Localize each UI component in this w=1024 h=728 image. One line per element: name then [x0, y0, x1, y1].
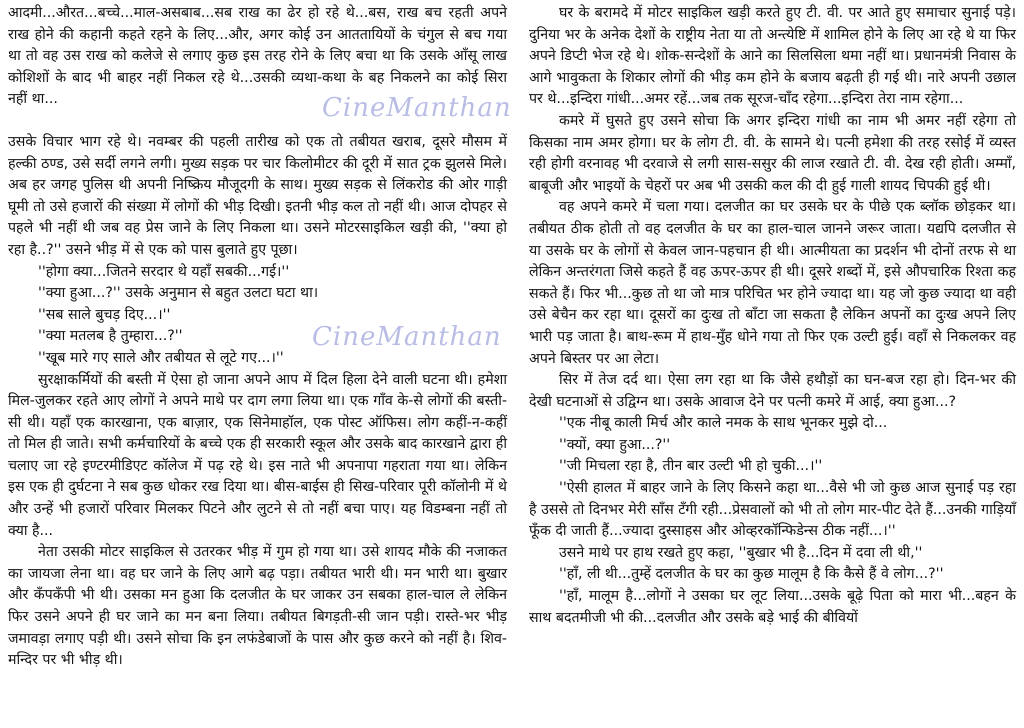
- dialogue-line: उसने माथे पर हाथ रखते हुए कहा, ''बुखार भी है...दिन में दवा ली थी,'': [559, 544, 923, 561]
- dialogue-line: ''हाँ, ली थी...तुम्हें दलजीत के घर का कुछ मालूम है कि कैसे हैं वे लोग...?'': [559, 566, 944, 583]
- paragraph: घर के बरामदे में मोटर साइकिल खड़ी करते हुए टी. वी. पर आते हुए समाचार सुनाई पड़े। दुनिया भर के अनेक देशों के राष्ट्रीय नेता या तो अन्त्येष्टि में शामिल होने के लिए आ रहे थे या फिर अपने डिप्टी भेज रहे थे। शोक-सन्देशों के आने का सिलसिला थमा नहीं था। प्रधानमंत्री निवास के आगे भावुकता के शिकार लोगों की भीड़ कम होने के बजाय बढ़ती ही गई थी। नारे अपनी उछाल पर थे...इन्दिरा गांधी...अमर रहें...जब तक सूरज-चाँद रहेगा...इन्दिरा तेरा नाम रहेगा...: [529, 5, 1016, 108]
- dialogue-line: ''क्यों, क्या हुआ...?'': [559, 436, 671, 453]
- paragraph: उसके विचार भाग रहे थे। नवम्बर की पहली तारीख को एक तो तबीयत खराब, दूसरे मौसम में हल्की ठण्ड, उसे सर्दी लगने लगी। मुख्य सड़क पर चार किलोमीटर की दूरी में सात ट्रक झुलसे मिले। अब हर जगह पुलिस थी अपनी निष्क्रिय मौजूदगी के साथ। मुख्य सड़क से लिंकरोड की ओर गाड़ी घूमी तो उसे हजारों की संख्या में लोगों की भीड़ दिखी। इतनी भीड़ कल तो नहीं थी। आज दोपहर से पहले भी नहीं थी जब वह प्रेस जाने के लिए निकला था। उसने मोटरसाइकिल खड़ी की, ''क्या हो रहा है..?'' उसने भीड़ में से एक को पास बुलाते हुए पूछा।: [8, 133, 507, 258]
- paragraph: सिर में तेज दर्द था। ऐसा लग रहा था कि जैसे हथौड़ों का घन-बज रहा हो। दिन-भर की देखी घटनाओं से उद्विग्न था। उसके आवाज देने पर पत्नी कमरे में आई, क्या हुआ...?: [529, 372, 1016, 410]
- watermark: CineManthan: [322, 93, 512, 123]
- right-column: [529, 3, 1016, 629]
- paragraph: नेता उसकी मोटर साइकिल से उतरकर भीड़ में गुम हो गया था। उसे शायद मौके की नजाकत का जायजा लेना था। वह घर जाने के लिए आगे बढ़ पड़ा। तबीयत भारी थी। मन भारी था। बुखार और कँपकँपी भी थी। उसका मन हुआ कि दलजीत के घर जाकर उन सबका हाल-चाल ले लेकिन फिर उसने अपने ही घर जाने का मन बना लिया। तबीयत बिगड़ती-सी जान पड़ी। रास्ते-भर भीड़ जमावड़ा लगाए पड़ी थी। उसने सोचा कि इन लफंडेबाजों के पास और कुछ करने को नहीं है। शिव-मन्दिर पर भी भीड़ थी।: [8, 544, 507, 669]
- paragraph: सुरक्षाकर्मियों की बस्ती में ऐसा हो जाना अपने आप में दिल हिला देने वाली घटना थी। हमेशा मिल-जुलकर रहते आए लोगों ने अपने माथे पर दाग लगा लिया था। एक गाँव के-से लोगों की बस्ती-सी थी। यहाँ एक कारखाना, एक बाज़ार, एक सिनेमाहॉल, एक पोस्ट ऑफिस। लोग कहीं-न-कहीं तो मिल ही जाते। सभी कर्मचारियों के बच्चे एक ही सरकारी स्कूल और उसके बाद कारखाने द्वारा ही चलाए जा रहे इण्टरमीडिएट कॉलेज में पढ़ रहे थे। इस नाते भी अपनापा गहराता गया था। लेकिन इस एक ही दुर्घटना ने सब कुछ धोकर रख दिया था। बीस-बाईस ही सिख-परिवार पूरी कॉलोनी में थे और उन्हें भी हजारों परिवार मिलकर पिटने और लुटने से तो नहीं बचा पाए। यह विडम्बना नहीं तो क्या है...: [8, 371, 507, 539]
- left-column: [8, 3, 507, 672]
- dialogue-line: ''क्या हुआ...?'' उसके अनुमान से बहुत उलटा घटा था।: [38, 285, 319, 302]
- dialogue-line: ''हाँ, मालूम है...लोगों ने उसका घर लूट लिया...उसके बूढ़े पिता को मारा भी...बहन के साथ बदतमीजी भी की...दलजीत और उसके बड़े भाई की बीवियों: [529, 588, 1016, 626]
- dialogue-line: ''सब साले बुचड़ दिए...।'': [38, 306, 171, 323]
- dialogue-line: ''जी मिचला रहा है, तीन बार उल्टी भी हो चुकी...।'': [559, 458, 823, 475]
- dialogue-line: ''खूब मारे गए साले और तबीयत से लूटे गए...।'': [38, 349, 284, 366]
- paragraph: वह अपने कमरे में चला गया। दलजीत का घर उसके घर के पीछे एक ब्लॉक छोड़कर था। तबीयत ठीक होती तो वह दलजीत के घर का हाल-चाल जानने जरूर जाता। यद्यपि दलजीत से या उसके घर के लोगों से केवल जान-पहचान ही थी। आत्मीयता का प्रदर्शन भी दोनों तरफ से था लेकिन अन्तरंगता जिसे कहते हैं वह ऊपर-ऊपर ही थी। दूसरे शब्दों में, इसे औपचारिक रिश्ता कह सकते हैं। फिर भी...कुछ तो था जो मात्र परिचित भर होने ज्यादा था। यह जो कुछ ज्यादा था वही उसे बेचैन कर रहा था। दूसरों का दुःख तो बाँटा जा सकता है लेकिन अपनों का दुःख अपने लिए भारी पड़ जाता है। बाथ-रूम में हाथ-मुँह धोने गया तो फिर एक उल्टी हुई। वहाँ से निकलकर वह अपने बिस्तर पर आ लेटा।: [529, 199, 1016, 367]
- dialogue-line: ''क्या मतलब है तुम्हारा...?'': [38, 328, 183, 345]
- paragraph: आदमी...औरत...बच्चे...माल-असबाब...सब राख का ढेर हो रहे थे...बस, राख बच रहती अपने राख होने की कहानी कहते रहने के लिए...और, अगर कोई उन आततायियों के चंगुल से बच गया था तो वह उस राख को कलेजे से लगाए कुछ इस तरह रोने के लिए बचा था कि उसके आँसू लाख कोशिशों के बाद भी बाहर नहीं निकल रहे थे...उसकी व्यथा-कथा के बह निकलने का कोई सिरा नहीं था...: [8, 5, 507, 108]
- dialogue-line: ''एक नीबू काली मिर्च और काले नमक के साथ भूनकर मुझे दो...: [559, 415, 888, 432]
- paragraph: कमरे में घुसते हुए उसने सोचा कि अगर इन्दिरा गांधी का नाम भी अमर नहीं रहेगा तो किसका नाम अमर होगा। घर के लोग टी. वी. के सामने थे। पत्नी हमेशा की तरह रसोई में व्यस्त रही होगी वरनावह भी दरवाजे से लगी सास-ससुर की लाज रखाते टी. वी. देख रही होती। अम्माँ, बाबूजी और भाइयों के चेहरों पर अब भी उसकी कल की दी हुई गाली शायद चिपकी हुई थी।: [529, 112, 1016, 194]
- dialogue-line: ''होगा क्या...जितने सरदार थे यहाँ सबकी...गई।'': [38, 263, 290, 280]
- watermark: CineManthan: [312, 322, 502, 352]
- dialogue-line: ''ऐसी हालत में बाहर जाने के लिए किसने कहा था...वैसे भी जो कुछ आज सुनाई पड़ रहा है उससे तो दिनभर मेरी साँस टँगी रही...प्रेसवालों को भी तो लोग मार-पीट देते हैं...उनकी गाड़ियाँ फूँक दी जाती हैं...ज्यादा दुस्साहस और ओव्हरकॉन्फिडेन्स ठीक नहीं...।'': [529, 480, 1016, 540]
